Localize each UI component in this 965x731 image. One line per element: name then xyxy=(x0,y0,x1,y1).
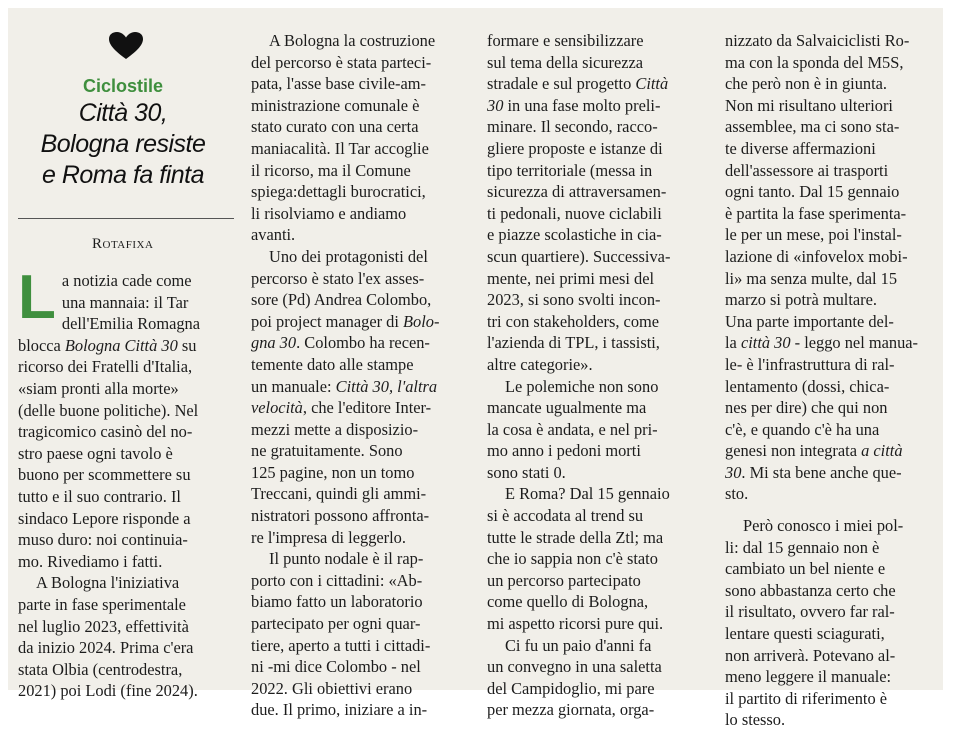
paragraph xyxy=(487,376,702,484)
text-line: ricorso dei Fratelli d'Italia, xyxy=(18,357,193,377)
text-line: . Colombo ha recen- xyxy=(296,333,430,353)
text-line: il partito di riferimento è xyxy=(725,688,888,708)
text-line: tiere, aperto a tutti i cittadi- xyxy=(251,635,431,655)
text-line: sono abbastanza certo che xyxy=(725,580,896,600)
text-line: del percorso è stata parteci- xyxy=(251,52,432,72)
newspaper-clipping xyxy=(8,8,943,730)
text-line: ma con la sponda del M5S, xyxy=(725,52,904,72)
text-line: nistratori possono affronta- xyxy=(251,506,430,526)
text-line: l'azienda di TPL, i tassisti, xyxy=(487,333,660,353)
text-line: blocca xyxy=(18,335,65,355)
paragraph xyxy=(251,246,466,548)
text-line: nes per dire) che qui non xyxy=(725,398,888,418)
text-line: scun quartiere). Successiva- xyxy=(487,246,671,266)
text-line: il ricorso, ma il Comune xyxy=(251,160,411,180)
text-line: Ci fu un paio d'anni fa xyxy=(505,635,652,655)
text-line: sore (Pd) Andrea Colombo, xyxy=(251,290,432,310)
text-line: stato curato con una certa xyxy=(251,117,419,137)
text-line: Bologna Città 30 xyxy=(64,335,178,355)
text-line: maniacalità. Il Tar accoglie xyxy=(251,138,429,158)
text-line: assemblee, ma ci sono sta- xyxy=(725,117,900,137)
text-line: un manuale: xyxy=(251,376,336,396)
text-line: mente, nei primi mesi del xyxy=(487,268,655,288)
text-line: lazione di «infovelox mobi- xyxy=(725,246,908,266)
paragraph xyxy=(18,263,223,572)
text-line: la cosa è andata, e nel pri- xyxy=(487,419,658,439)
text-line: stata Olbia (centrodestra, xyxy=(18,659,183,679)
text-line: tri con stakeholders, come xyxy=(487,311,660,331)
text-line: Le polemiche non sono xyxy=(505,376,659,396)
text-line: formare e sensibilizzare xyxy=(487,31,644,50)
text-line: Città 30, l'altra xyxy=(335,376,438,396)
text-line: Città xyxy=(635,74,669,94)
text-line: 2022. Gli obiettivi erano xyxy=(251,678,413,698)
text-line: 2021) poi Lodi (fine 2024). xyxy=(18,681,198,701)
text-line: 30 xyxy=(487,95,504,115)
text-line: in una fase molto preli- xyxy=(503,95,661,115)
headline-line: Città 30, xyxy=(78,99,168,127)
text-line: re l'impresa di leggerlo. xyxy=(251,527,406,547)
text-line: E Roma? Dal 15 gennaio xyxy=(505,484,670,504)
text-line: un convegno in una saletta xyxy=(487,657,662,677)
text-line: cambiato un bel niente e xyxy=(725,559,886,579)
text-line: li risolviamo e andiamo xyxy=(251,203,407,223)
text-line: genesi non integrata xyxy=(725,441,862,461)
text-line: tipo territoriale (messa in xyxy=(487,160,653,180)
text-line: A Bologna la costruzione xyxy=(269,31,436,50)
text-line: nel luglio 2023, effettività xyxy=(18,616,189,636)
text-line: gna 30 xyxy=(251,333,297,353)
text-line: porto con i cittadini: «Ab- xyxy=(251,570,423,590)
text-line: mancate ugualmente ma xyxy=(487,398,647,418)
text-line: 2023, si sono svolti incon- xyxy=(487,290,661,310)
paragraph xyxy=(487,30,702,376)
column-4 xyxy=(725,30,940,731)
text-line: le per un mese, poi l'instal- xyxy=(725,225,902,245)
text-line: gliere proposte e istanze di xyxy=(487,138,663,158)
text-line: c'è, e quando c'è ha una xyxy=(725,419,880,439)
text-line: sul tema della sicurezza xyxy=(487,52,644,72)
text-line: a città xyxy=(861,441,903,461)
headline xyxy=(18,98,228,191)
text-line: che io sappia non c'è stato xyxy=(487,549,658,569)
text-line: . Mi sta bene anche que- xyxy=(741,462,902,482)
text-line: temente dato alle stampe xyxy=(251,354,414,374)
text-line: ti pedonali, nuove ciclabili xyxy=(487,203,662,223)
text-line: Non mi risultano ulteriori xyxy=(725,95,893,115)
text-line: percorso è stato l'ex asses- xyxy=(251,268,425,288)
text-line: ministrazione comunale è xyxy=(251,95,420,115)
text-line: muso duro: noi continuia- xyxy=(18,530,188,550)
text-line: città 30 xyxy=(740,333,791,353)
text-line: altre categorie». xyxy=(487,354,593,374)
paragraph xyxy=(18,572,223,702)
paragraph xyxy=(251,548,466,721)
text-line: un percorso partecipato xyxy=(487,570,641,590)
paragraph xyxy=(725,30,940,505)
text-line: tutte le strade della Ztl; ma xyxy=(487,527,664,547)
heart-icon xyxy=(109,32,143,60)
text-line: (delle buone politiche). Nel xyxy=(18,400,199,420)
text-line: Uno dei protagonisti del xyxy=(269,246,428,266)
text-line: biamo fatto un laboratorio xyxy=(251,592,423,612)
text-line: ogni tanto. Dal 15 gennaio xyxy=(725,182,900,202)
text-line: una mannaia: il Tar xyxy=(61,292,189,312)
text-line: mo. Rivediamo i fatti. xyxy=(18,551,163,571)
text-line: pata, l'asse base civile-am- xyxy=(251,74,426,94)
paragraph xyxy=(251,30,466,246)
text-line: te diverse affermazioni xyxy=(725,138,876,158)
text-line: parte in fase sperimentale xyxy=(18,594,186,614)
column-3 xyxy=(487,30,702,721)
text-line: sicurezza di attraversamen- xyxy=(487,182,667,202)
text-line: mezzi mette a disposizio- xyxy=(251,419,419,439)
text-line: ne gratuitamente. Sono xyxy=(251,441,403,461)
paragraph xyxy=(487,483,702,634)
text-line: le- è l'infrastruttura di ral- xyxy=(725,354,895,374)
byline: Rotafixa xyxy=(92,236,154,252)
column-1 xyxy=(18,263,223,702)
text-line: il risultato, ovvero far ral- xyxy=(725,602,895,622)
text-line: buono per scommettere su xyxy=(18,465,191,485)
text-line: minare. Il secondo, racco- xyxy=(487,117,658,137)
text-line: 30 xyxy=(725,462,742,482)
text-line: marzo si potrà multare. xyxy=(725,290,878,310)
text-line: partecipato per ogni quar- xyxy=(251,614,421,634)
text-line: stro paese ogni tavolo è xyxy=(18,443,173,463)
text-line: sindaco Lepore risponde a xyxy=(18,508,191,528)
text-line: 125 pagine, non un tomo xyxy=(251,462,415,482)
text-line: che però non è in giunta. xyxy=(725,74,888,94)
text-line: velocità xyxy=(251,398,303,418)
text-line: Però conosco i miei pol- xyxy=(743,516,904,536)
text-line: sto. xyxy=(725,484,749,504)
text-line: a notizia cade come xyxy=(61,271,192,290)
text-line: , che l'editore Inter- xyxy=(302,398,432,418)
text-line: tragicomico casinò del no- xyxy=(18,422,193,442)
text-line: lentare questi sciagurati, xyxy=(725,624,885,644)
text-line: li: dal 15 gennaio non è xyxy=(725,537,880,557)
text-line: lo stesso. xyxy=(725,710,786,730)
text-line: spiega:dettagli burocratici, xyxy=(251,182,426,202)
divider xyxy=(18,218,234,219)
paragraph xyxy=(725,515,940,731)
text-line: si è accodata al trend su xyxy=(487,506,644,526)
text-line: su xyxy=(177,335,197,355)
text-line: sono stati 0. xyxy=(487,462,566,482)
text-line: due. Il primo, iniziare a in- xyxy=(251,700,428,720)
text-line: poi project manager di xyxy=(251,311,404,331)
text-line: meno leggere il manuale: xyxy=(725,667,892,687)
drop-cap: L xyxy=(18,263,56,332)
text-line: - leggo nel manua- xyxy=(790,333,918,353)
headline-line: Bologna resiste xyxy=(40,130,206,158)
text-line: da inizio 2024. Prima c'era xyxy=(18,638,194,658)
text-line: dell'assessore ai trasporti xyxy=(725,160,889,180)
text-line: Treccani, quindi gli ammi- xyxy=(251,484,427,504)
text-line: e piazze scolastiche in cia- xyxy=(487,225,662,245)
text-line: avanti. xyxy=(251,225,296,245)
section-kicker: Ciclostile xyxy=(82,76,164,96)
text-line: è partita la fase sperimenta- xyxy=(725,203,907,223)
text-line: la xyxy=(725,333,741,353)
text-line: mo anno i pedoni morti xyxy=(487,441,641,461)
text-line: lentamento (dossi, chica- xyxy=(725,376,890,396)
headline-line: e Roma fa finta xyxy=(41,161,205,189)
column-2 xyxy=(251,30,466,721)
text-line: mi aspetto ricorsi pure qui. xyxy=(487,614,664,634)
text-line: Una parte importante del- xyxy=(725,311,894,331)
text-line: del Campidoglio, mi pare xyxy=(487,678,655,698)
text-line: tutto e il suo contrario. Il xyxy=(18,486,181,506)
text-line: nizzato da Salvaiciclisti Ro- xyxy=(725,31,910,50)
text-line: Bolo- xyxy=(403,311,440,331)
text-line: per mezza giornata, orga- xyxy=(487,700,655,720)
text-line: dell'Emilia Romagna xyxy=(61,314,201,334)
paragraph xyxy=(487,635,702,721)
text-line: Il punto nodale è il rap- xyxy=(269,549,424,569)
text-line: non arriverà. Potevano al- xyxy=(725,645,896,665)
text-line: ni -mi dice Colombo - nel xyxy=(251,657,421,677)
text-line: li» ma senza multe, dal 15 xyxy=(725,268,898,288)
text-line: «siam pronti alla morte» xyxy=(18,378,179,398)
text-line: stradale e sul progetto xyxy=(487,74,636,94)
text-line: come quello di Bologna, xyxy=(487,592,649,612)
text-line: A Bologna l'iniziativa xyxy=(36,573,180,593)
